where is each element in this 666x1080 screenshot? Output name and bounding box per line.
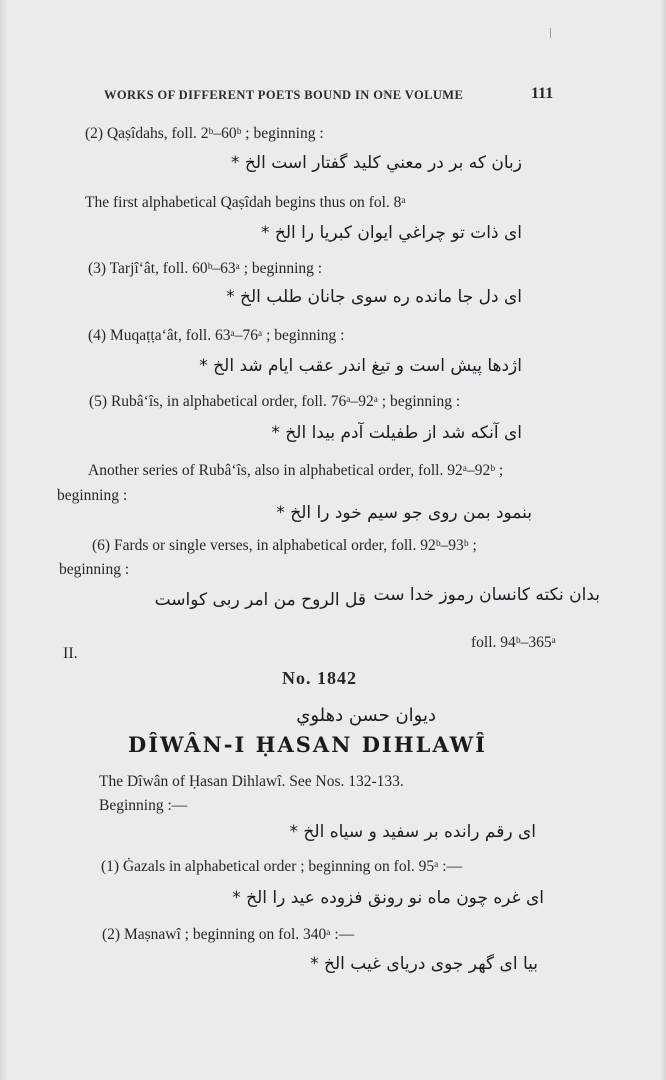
entry-masnawi-verse: بیا ای گهر جوی دریای غیب الخ * — [310, 954, 538, 974]
another-series-line2: beginning : — [57, 487, 128, 504]
first-qasidah-label: The first alphabetical Qaṣîdah begins thus on fol. 8ᵃ — [85, 194, 406, 211]
entry-description: The Dîwân of Ḥasan Dihlawî. See Nos. 132-133. — [99, 773, 404, 790]
section-rubais-verse: ای آنکه شد از طفیلت آدم بیدا الخ * — [271, 423, 522, 443]
page-left-edge — [0, 0, 8, 1080]
entry-beginning: Beginning :— — [99, 797, 188, 814]
section-rubais-label: (5) Rubâ‘îs, in alphabetical order, foll. 76ᵃ–92ᵃ ; beginning : — [89, 393, 461, 410]
entry-gazals-label: (1) Ġazals in alphabetical order ; beginning on fol. 95ᵃ :— — [101, 858, 463, 875]
entry-title: DÎWÂN-I ḤASAN DIHLAWÎ — [128, 732, 488, 757]
entry-persian-title: دیوان حسن دهلوي — [296, 705, 436, 726]
entry-masnawi-label: (2) Maṣnawî ; beginning on fol. 340ᵃ :— — [102, 926, 355, 943]
fards-line1: (6) Fards or single verses, in alphabetical order, foll. 92ᵇ–93ᵇ ; — [92, 537, 477, 554]
entry-number: No. 1842 — [282, 668, 357, 688]
first-qasidah-verse: ای ذات تو چراغي ایوان کبریا را الخ * — [260, 223, 522, 243]
page-number: 111 — [531, 85, 554, 102]
section-qasidahs-verse: زبان که بر در معني کلید گفتار است الخ * — [231, 153, 522, 173]
entry-gazals-verse: ای غره چون ماه نو رونق فزوده عید را الخ * — [232, 888, 544, 908]
section-qasidahs-label: (2) Qaṣîdahs, foll. 2ᵇ–60ᵇ ; beginning : — [85, 125, 324, 142]
paper-mark — [550, 28, 551, 38]
fards-line2: beginning : — [59, 561, 130, 578]
section-muqattaat-label: (4) Muqaṭṭa‘ât, foll. 63ᵃ–76ᵃ ; beginning : — [88, 327, 345, 344]
another-series-line1: Another series of Rubâ‘îs, also in alphabetical order, foll. 92ᵃ–92ᵇ ; — [88, 462, 504, 479]
running-title: WORKS OF DIFFERENT POETS BOUND IN ONE VOLUME — [104, 88, 464, 102]
another-series-verse: بنمود بمن روی جو سیم خود را الخ * — [276, 503, 532, 523]
fards-verse-right: بدان نکته کانسان رموز خدا ست — [373, 585, 600, 605]
entry-verse-opening: ای رقم رانده بر سفید و سیاه الخ * — [289, 822, 536, 842]
section-tarjiat-verse: ای دل جا مانده ره سوی جانان طلب الخ * — [226, 287, 522, 307]
page-right-edge — [660, 0, 666, 1080]
part-folios: foll. 94ᵇ–365ᵃ — [471, 634, 556, 651]
part-numeral: II. — [63, 645, 78, 662]
section-tarjiat-label: (3) Tarjî‘ât, foll. 60ᵇ–63ᵃ ; beginning : — [88, 260, 323, 277]
fards-verse-left: قل الروح من امر ربی کواست — [154, 590, 366, 610]
section-muqattaat-verse: اژدها پیش است و تیغ اندر عقب ایام شد الخ * — [199, 356, 522, 376]
